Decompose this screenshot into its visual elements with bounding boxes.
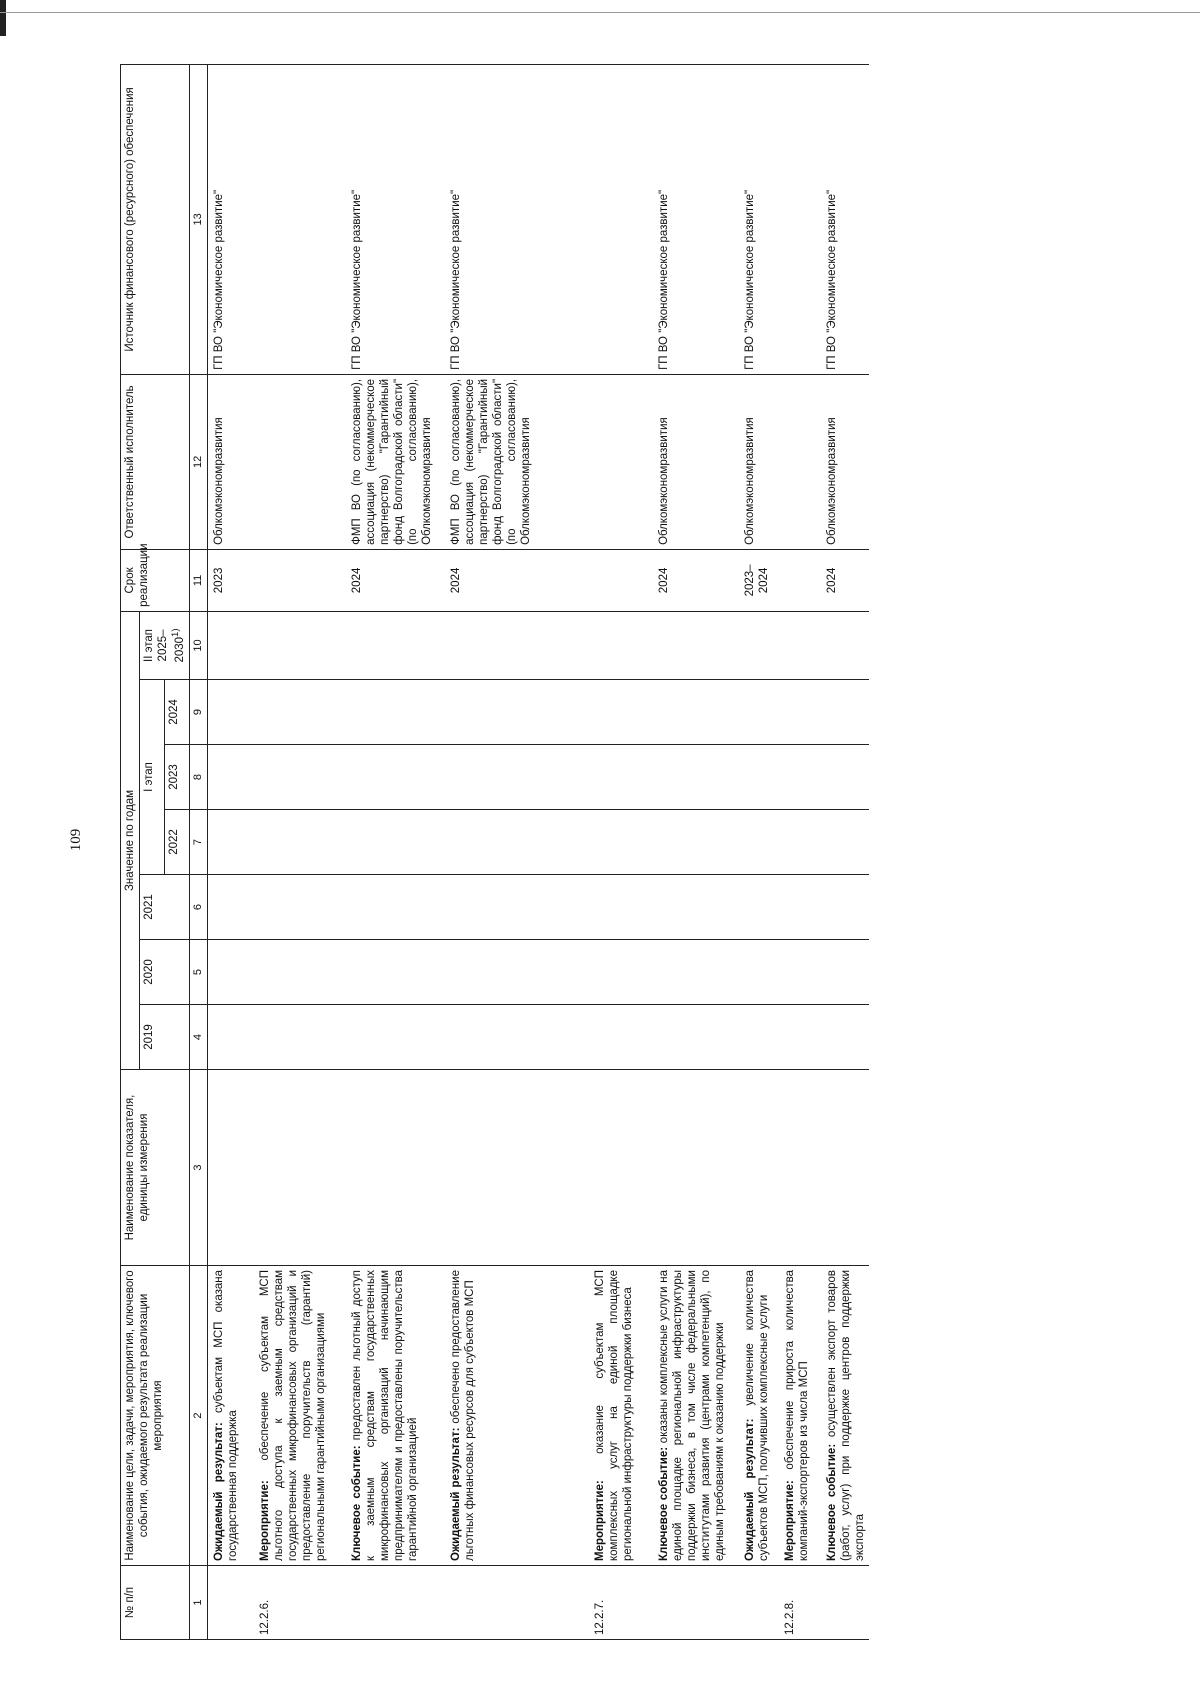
column-number: 9 <box>189 680 207 745</box>
column-number: 3 <box>189 1070 207 1266</box>
header-stage-2-note: 1) <box>170 628 182 637</box>
row-indicator <box>242 1070 330 1266</box>
table-row <box>208 64 243 1639</box>
row-year-value <box>535 611 637 679</box>
row-year-value <box>437 810 535 875</box>
header-indicator: Наименование показателя, единицы измерения <box>121 1070 190 1266</box>
table-row <box>813 64 869 1639</box>
row-year-value <box>208 680 243 745</box>
row-year-value <box>330 875 436 940</box>
row-year-value <box>437 940 535 1005</box>
row-indicator <box>813 1070 869 1266</box>
column-number: 10 <box>189 611 207 679</box>
row-kind-label: Мероприятие: <box>783 1480 796 1561</box>
row-year-value <box>208 940 243 1005</box>
row-year-value <box>437 745 535 810</box>
header-stage-2-text: II этап 2025–2030 <box>143 628 186 663</box>
row-year-value <box>208 611 243 679</box>
row-kind-label: Мероприятие: <box>259 1480 272 1561</box>
row-year-value <box>729 810 773 875</box>
row-description <box>813 1266 869 1566</box>
row-description <box>330 1266 436 1566</box>
row-executor: Облкомэкономразвития <box>208 374 243 549</box>
row-year-value <box>535 875 637 940</box>
row-indicator <box>535 1070 637 1266</box>
row-year-value <box>813 1005 869 1070</box>
row-year-value <box>773 940 813 1005</box>
column-number-row <box>189 64 207 1639</box>
row-year-value <box>637 810 729 875</box>
row-text: обеспечение субъектам МСП льготного доступа к заемным средствам государственных микрофинансовых организаций и предоставление поручительств (гарантий) региональными гарантийными организациями <box>259 1270 328 1561</box>
row-source <box>535 64 637 374</box>
row-executor <box>535 374 637 549</box>
row-year-value <box>242 940 330 1005</box>
row-year-value <box>773 611 813 679</box>
table-row <box>729 64 773 1639</box>
row-description <box>208 1266 243 1566</box>
row-number <box>637 1566 729 1640</box>
row-year-value <box>437 875 535 940</box>
column-number: 8 <box>189 745 207 810</box>
row-year-value <box>242 680 330 745</box>
scan-corner-mark <box>0 0 6 36</box>
header-year-2024: 2024 <box>164 680 189 745</box>
row-number <box>208 1566 243 1640</box>
row-source <box>242 64 330 374</box>
row-source: ГП ВО "Экономическое развитие" <box>330 64 436 374</box>
row-year-value <box>729 1005 773 1070</box>
row-year-value <box>208 875 243 940</box>
row-number: 12.2.8. <box>773 1566 813 1640</box>
row-executor: ФМП ВО (по согласованию), ассоциация (некоммерческое партнерство) "Гарантийный фонд Волгоградской области" (по согласованию), Облкомэкономразвития <box>330 374 436 549</box>
row-term: 2024 <box>813 549 869 611</box>
row-year-value <box>637 1005 729 1070</box>
table-row <box>330 64 436 1639</box>
row-term: 2024 <box>330 549 436 611</box>
row-kind-label: Ожидаемый результат: <box>743 1418 756 1561</box>
row-number <box>813 1566 869 1640</box>
row-year-value <box>813 940 869 1005</box>
row-year-value <box>242 611 330 679</box>
header-name: Наименование цели, задачи, мероприятия, ключевого события, ожидаемого результата реализации мероприятия <box>121 1266 190 1566</box>
row-year-value <box>208 745 243 810</box>
row-indicator <box>437 1070 535 1266</box>
row-year-value <box>208 810 243 875</box>
header-source: Источник финансового (ресурсного) обеспечения <box>121 64 190 374</box>
row-term <box>773 549 813 611</box>
row-executor: Облкомэкономразвития <box>729 374 773 549</box>
row-kind-label: Мероприятие: <box>593 1480 606 1561</box>
row-year-value <box>330 611 436 679</box>
row-text: обеспечение прироста количества компаний-экспортеров из числа МСП <box>783 1270 810 1561</box>
rotated-page <box>68 65 1080 1640</box>
column-number: 6 <box>189 875 207 940</box>
row-year-value <box>437 680 535 745</box>
row-year-value <box>729 875 773 940</box>
table-row <box>437 64 535 1639</box>
row-year-value <box>773 1005 813 1070</box>
row-year-value <box>637 611 729 679</box>
row-year-value <box>330 940 436 1005</box>
row-source: ГП ВО "Экономическое развитие" <box>813 64 869 374</box>
row-year-value <box>437 1005 535 1070</box>
row-number <box>437 1566 535 1640</box>
page-top-edge <box>0 12 1200 13</box>
row-year-value <box>637 680 729 745</box>
row-year-value <box>813 875 869 940</box>
column-number: 2 <box>189 1266 207 1566</box>
table-row <box>242 64 330 1639</box>
row-year-value <box>729 680 773 745</box>
row-term: 2024 <box>437 549 535 611</box>
row-text: обеспечено предоставление льготных финансовых ресурсов для субъектов МСП <box>449 1270 476 1561</box>
row-term <box>535 549 637 611</box>
row-executor: Облкомэкономразвития <box>637 374 729 549</box>
row-year-value <box>729 745 773 810</box>
row-kind-label: Ключевое событие: <box>657 1446 670 1561</box>
row-number: 12.2.6. <box>242 1566 330 1640</box>
row-year-value <box>330 745 436 810</box>
program-table <box>120 64 869 1640</box>
row-year-value <box>813 680 869 745</box>
row-kind-label: Ожидаемый результат: <box>213 1422 226 1561</box>
row-year-value <box>773 875 813 940</box>
row-year-value <box>242 810 330 875</box>
header-stage-1: I этап <box>140 680 165 875</box>
row-year-value <box>773 680 813 745</box>
row-kind-label: Ключевое событие: <box>351 1445 364 1561</box>
table-row <box>773 64 813 1639</box>
column-number: 7 <box>189 810 207 875</box>
row-year-value <box>437 611 535 679</box>
row-year-value <box>330 1005 436 1070</box>
row-executor: ФМП ВО (по согласованию), ассоциация (некоммерческое партнерство) "Гарантийный фонд Волгоградской области" (по согласованию), Облкомэкономразвития <box>437 374 535 549</box>
row-text: увеличение количества субъектов МСП, получивших комплексные услуги <box>743 1270 770 1561</box>
row-description <box>535 1266 637 1566</box>
row-number <box>330 1566 436 1640</box>
row-text: оказание субъектам МСП комплексных услуг на единой площадке региональной инфраструктуры поддержки бизнеса <box>593 1270 634 1561</box>
row-source: ГП ВО "Экономическое развитие" <box>729 64 773 374</box>
row-indicator <box>208 1070 243 1266</box>
header-year-2023: 2023 <box>164 745 189 810</box>
row-text: осуществлен экспорт товаров (работ, услуг) при поддержке центров поддержки экспорта <box>825 1270 866 1561</box>
header-term: Срок реализации <box>121 549 190 611</box>
row-year-value <box>773 810 813 875</box>
row-year-value <box>330 680 436 745</box>
page-number: 109 <box>68 828 84 852</box>
row-description <box>242 1266 330 1566</box>
column-number: 12 <box>189 374 207 549</box>
column-number: 5 <box>189 940 207 1005</box>
row-year-value <box>535 680 637 745</box>
row-text: предоставлен льготный доступ к заемным средствам государственных микрофинансовых организаций начинающим предпринимателям и предоставлены поручительства гарантийной организацией <box>351 1270 420 1561</box>
row-year-value <box>242 745 330 810</box>
column-number: 13 <box>189 64 207 374</box>
row-indicator <box>729 1070 773 1266</box>
row-year-value <box>773 745 813 810</box>
table-row <box>535 64 637 1639</box>
row-number <box>729 1566 773 1640</box>
row-year-value <box>729 940 773 1005</box>
row-description <box>773 1266 813 1566</box>
row-executor: Облкомэкономразвития <box>813 374 869 549</box>
row-year-value <box>242 1005 330 1070</box>
header-year-2022: 2022 <box>164 810 189 875</box>
row-source <box>773 64 813 374</box>
row-executor <box>773 374 813 549</box>
row-description <box>637 1266 729 1566</box>
row-term: 2024 <box>637 549 729 611</box>
row-year-value <box>637 745 729 810</box>
row-year-value <box>535 1005 637 1070</box>
row-kind-label: Ключевое событие: <box>825 1443 838 1561</box>
row-year-value <box>208 1005 243 1070</box>
row-description <box>729 1266 773 1566</box>
row-year-value <box>535 810 637 875</box>
row-text: субъектам МСП оказана государственная поддержка <box>213 1270 240 1561</box>
header-stage-2 <box>140 611 190 679</box>
row-term <box>242 549 330 611</box>
row-year-value <box>535 940 637 1005</box>
column-number: 4 <box>189 1005 207 1070</box>
header-year-2019: 2019 <box>140 1005 190 1070</box>
row-source: ГП ВО "Экономическое развитие" <box>208 64 243 374</box>
row-year-value <box>813 611 869 679</box>
row-indicator <box>330 1070 436 1266</box>
row-term: 2023 <box>208 549 243 611</box>
header-values-group: Значение по годам <box>121 611 140 1069</box>
row-year-value <box>729 611 773 679</box>
table-row <box>637 64 729 1639</box>
row-year-value <box>535 745 637 810</box>
header-year-2021: 2021 <box>140 875 190 940</box>
row-kind-label: Ожидаемый результат: <box>449 1427 462 1561</box>
row-source: ГП ВО "Экономическое развитие" <box>437 64 535 374</box>
row-indicator <box>637 1070 729 1266</box>
row-source: ГП ВО "Экономическое развитие" <box>637 64 729 374</box>
row-year-value <box>637 875 729 940</box>
row-year-value <box>242 875 330 940</box>
row-number: 12.2.7. <box>535 1566 637 1640</box>
row-description <box>437 1266 535 1566</box>
header-num: № п/п <box>121 1566 190 1640</box>
row-term: 2023–2024 <box>729 549 773 611</box>
row-year-value <box>330 810 436 875</box>
column-number: 11 <box>189 549 207 611</box>
header-year-2020: 2020 <box>140 940 190 1005</box>
row-indicator <box>773 1070 813 1266</box>
row-year-value <box>813 810 869 875</box>
row-year-value <box>813 745 869 810</box>
row-executor <box>242 374 330 549</box>
row-year-value <box>637 940 729 1005</box>
column-number: 1 <box>189 1566 207 1640</box>
row-text: оказаны комплексные услуги на единой площадке региональной инфраструктуры поддержки бизнеса, в том числе федеральными институтами развития (центрами компетенций), по единым требованиям к оказанию поддержки <box>657 1269 726 1561</box>
header-executor: Ответственный исполнитель <box>121 374 190 549</box>
